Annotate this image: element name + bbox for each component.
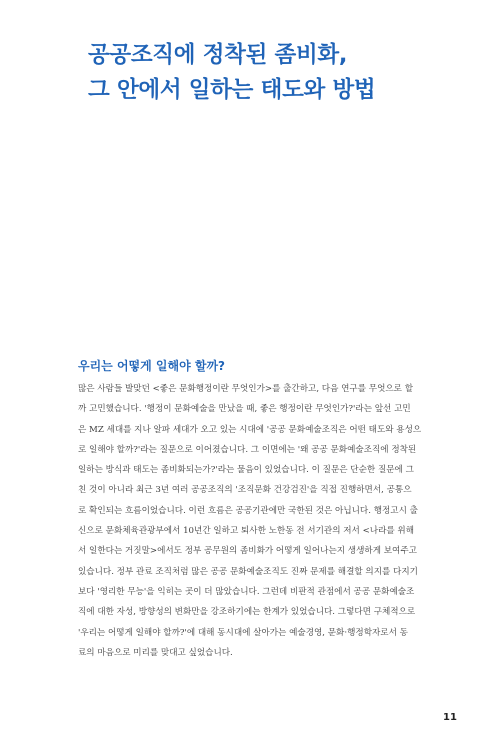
body-line: 로 일해야 할까?'라는 질문으로 이어졌습니다. 그 이면에는 '왜 공공 문화예술조직에 정착된 — [78, 444, 417, 455]
body-line: 은 MZ 세대를 지나 알파 세대가 오고 있는 시대에 '공공 문화예술조직은 어떤 태도와 용성으 — [78, 424, 422, 435]
body-line: 서 일한다는 거짓말>에서도 정부 공무원의 좀비화가 어떻게 일어나는지 생생하게 보여주고 — [78, 546, 417, 557]
body-line: 직에 대한 자성, 방향성의 변화만을 강조하기에는 한계가 있었습니다. 그렇다면 구체적으로 — [78, 607, 416, 618]
body-paragraph — [78, 379, 433, 663]
body-line: 료의 마음으로 미리를 맞대고 싶었습니다. — [78, 647, 233, 658]
body-line: 친 것이 아니라 최근 3년 여러 공공조직의 '조직문화 건강검진'을 직접 진행하면서, 공통으 — [78, 485, 412, 496]
body-line: 로 확인되는 흐름이었습니다. 이런 흐름은 공공기관에만 국한된 것은 아닙니다. 행정고시 출 — [78, 505, 418, 516]
chapter-title — [88, 38, 468, 108]
body-line: '우리는 어떻게 일해야 할까?'에 대해 동시대에 살아가는 예술경영, 문화·행정학자로서 동 — [78, 627, 408, 638]
section-heading: 우리는 어떻게 일해야 할까? — [78, 359, 226, 373]
body-line: 신으로 문화체육관광부에서 10년간 일하고 퇴사한 노한동 전 서기관의 저서 <나라를 위해 — [78, 526, 415, 537]
page-number: 11 — [443, 712, 457, 723]
body-line: 보다 '영리한 무능'을 익히는 곳이 더 많았습니다. 그런데 비판적 관점에서 공공 문화예술조 — [78, 586, 415, 597]
body-line: 일하는 방식과 태도는 좀비화되는가?'라는 물음이 있었습니다. 이 질문은 단순한 질문에 그 — [78, 465, 414, 476]
chapter-title-line-1: 공공조직에 정착된 좀비화, — [88, 42, 348, 68]
body-line: 많은 사람들 발맞던 <좋은 문화행정이란 무엇인가>를 출간하고, 다음 연구를 무엇으로 할 — [78, 384, 414, 394]
body-line: 까 고민했습니다. '행정이 문화예술을 만났을 때, 좋은 행정이란 무엇인가?'라는 앞선 고민 — [78, 404, 411, 415]
body-line: 있습니다. 정부 관료 조직처럼 많은 공공 문화예술조직도 진짜 문제를 해결할 의지를 다지기 — [78, 566, 418, 577]
chapter-title-line-2: 그 안에서 일하는 태도와 방법 — [88, 77, 376, 103]
